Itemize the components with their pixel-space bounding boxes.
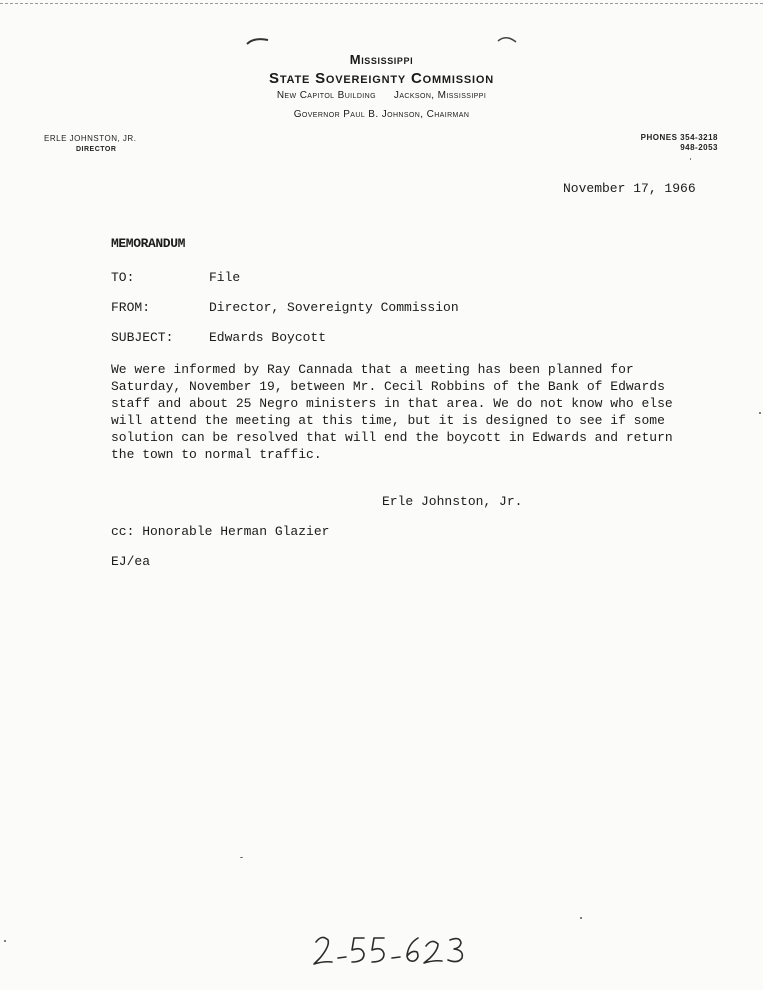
scan-speck: [240, 857, 243, 858]
director-block: [44, 133, 136, 155]
phones-line-2: 948-2053: [680, 143, 718, 152]
body-line: the town to normal traffic.: [111, 447, 322, 462]
scan-speck: [4, 940, 6, 942]
memo-title: MEMORANDUM: [111, 236, 186, 251]
to-value: File: [209, 270, 241, 285]
letterhead-building: New Capitol Building: [276, 90, 376, 101]
body-line: will attend the meeting at this time, but it is designed to see if some: [111, 413, 665, 428]
scan-speck: [759, 412, 761, 414]
director-name: ERLE JOHNSTON, JR.: [44, 134, 137, 143]
letterhead-address: [200, 90, 563, 101]
body-line: solution can be resolved that will end the boycott in Edwards and return: [111, 430, 673, 445]
signature: Erle Johnston, Jr.: [382, 494, 523, 509]
initials: EJ/ea: [111, 554, 151, 569]
body-line: We were informed by Ray Cannada that a meeting has been planned for: [111, 362, 634, 377]
phones-block: [641, 133, 718, 153]
scan-speck: [580, 917, 582, 919]
from-label: FROM:: [111, 300, 151, 315]
memo-body: [111, 361, 671, 463]
seal-mark-icon: [496, 34, 520, 44]
letterhead-chairman: Governor Paul B. Johnson, Chairman: [293, 109, 470, 120]
letterhead-org-name: State Sovereignty Commission: [269, 70, 494, 87]
memo-date: November 17, 1966: [563, 181, 696, 196]
letterhead-city: Jackson, Mississippi: [393, 90, 487, 101]
seal-mark-icon: [246, 36, 270, 46]
from-value: Director, Sovereignty Commission: [209, 300, 459, 315]
cc-line: cc: Honorable Herman Glazier: [111, 524, 330, 539]
subject-label: SUBJECT:: [111, 330, 174, 345]
director-title: DIRECTOR: [76, 146, 117, 153]
handwritten-number: [300, 928, 480, 972]
page-top-border: [0, 3, 763, 4]
body-line: staff and about 25 Negro ministers in that area. We do not know who else: [111, 396, 673, 411]
phones-line-1: PHONES 354-3218: [640, 133, 718, 142]
subject-value: Edwards Boycott: [209, 330, 327, 345]
body-line: Saturday, November 19, between Mr. Cecil Robbins of the Bank of Edwards: [111, 379, 665, 394]
to-label: TO:: [111, 270, 135, 285]
letterhead-state: Mississippi: [349, 52, 414, 67]
scan-speck: [690, 158, 691, 160]
